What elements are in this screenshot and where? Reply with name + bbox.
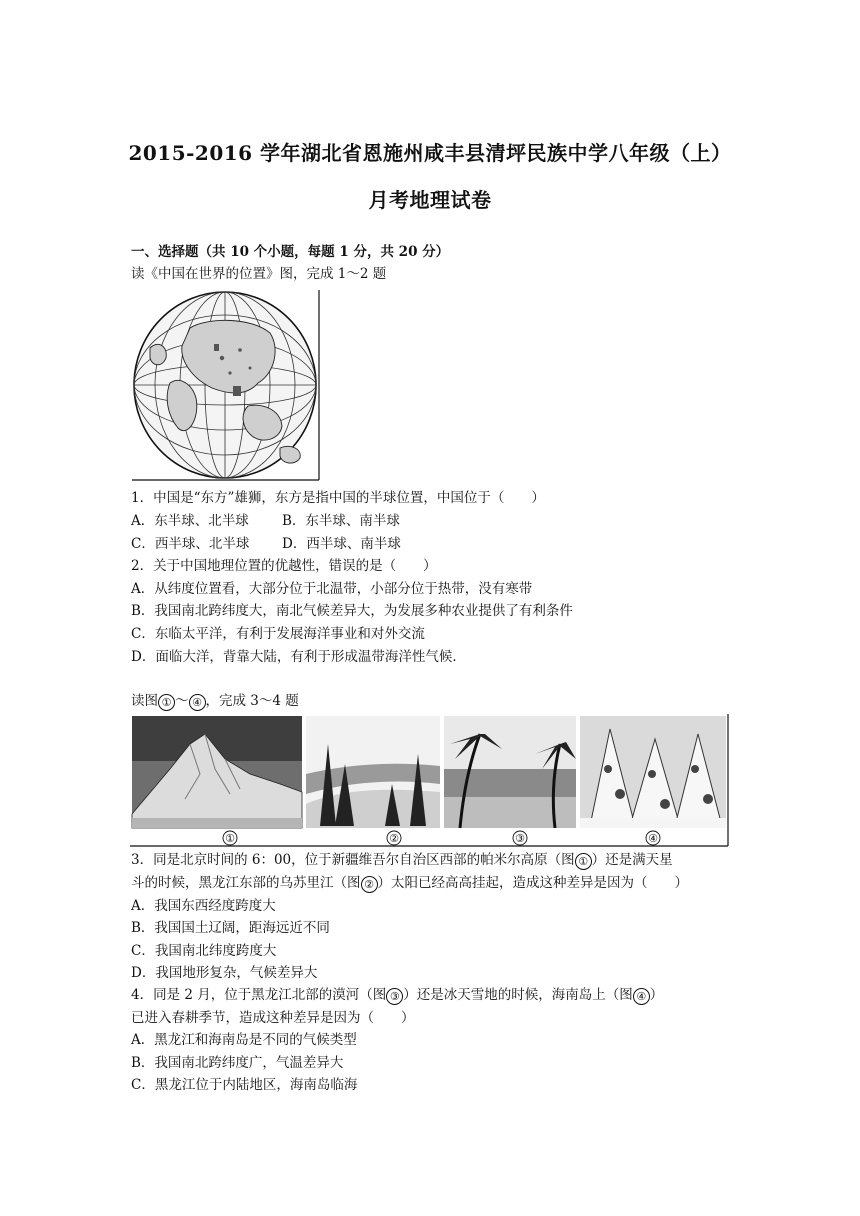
q4-option-b: B．我国南北跨纬度广，气温差异大	[131, 1055, 344, 1071]
q1-stem: 1．中国是“东方”雄狮，东方是指中国的半球位置，中国位于（ ）	[131, 490, 545, 506]
exam-title-line1: 2015-2016 学年湖北省恩施州咸丰县清坪民族中学八年级（上）	[128, 141, 732, 165]
q3-option-c: C．我国南北纬度跨度大	[131, 943, 277, 959]
q3-stem-l1-b: ）还是满天星	[591, 852, 673, 868]
panel-label-2: ②	[389, 832, 399, 845]
q3-option-b: B．我国国土辽阔，距海远近不同	[131, 920, 330, 936]
q3-circle-2: ②	[361, 876, 378, 893]
q4-stem-line1	[131, 986, 663, 1005]
q1-option-a: A．东半球、北半球	[131, 513, 249, 529]
q3-option-d: D．我国地形复杂，气候差异大	[131, 965, 318, 981]
intro2-suffix: ，完成 3～4 题	[205, 693, 299, 709]
panel-label-1: ①	[225, 832, 235, 845]
intro2-mid: ～	[175, 693, 189, 709]
q2-stem: 2．关于中国地理位置的优越性，错误的是（ ）	[131, 558, 437, 574]
panel-3-coast-image	[444, 716, 576, 828]
q3-stem-line2	[131, 874, 688, 893]
q4-stem-l1-d: ）	[649, 987, 664, 1003]
q3-stem-l1-a: 3．同是北京时间的 6：00，位于新疆维吾尔自治区西部的帕米尔高原（图	[131, 852, 575, 868]
q3-circle-1: ①	[575, 853, 592, 870]
q4-option-c: C．黑龙江位于内陆地区，海南岛临海	[131, 1077, 358, 1093]
section-heading: 一、选择题（共 10 个小题，每题 1 分，共 20 分）	[131, 244, 450, 260]
q2-option-c: C．东临太平洋，有利于发展海洋事业和对外交流	[131, 626, 425, 642]
q4-circle-4: ④	[633, 988, 650, 1005]
intro2-circle-4: ④	[189, 694, 206, 711]
panel-label-3: ③	[515, 832, 525, 845]
q1-option-c: C．西半球、北半球	[131, 536, 250, 552]
panel-4-snow-forest-image	[580, 716, 726, 828]
world-position-globe-figure	[130, 288, 322, 482]
intro2-circle-1: ①	[158, 694, 175, 711]
q3-stem-l2-b: ）太阳已经高高挂起，造成这种差异是因为（ ）	[377, 875, 688, 891]
q2-option-b: B．我国南北跨纬度大，南北气候差异大，为发展多种农业提供了有利条件	[131, 603, 573, 619]
q4-option-a: A．黑龙江和海南岛是不同的气候类型	[131, 1032, 357, 1048]
q4-stem-line2: 已进入春耕季节，造成这种差异是因为（ ）	[131, 1010, 415, 1026]
q1-option-b: B．东半球、南半球	[282, 513, 400, 529]
q2-option-d: D．面临大洋，背靠大陆，有利于形成温带海洋性气候．	[131, 649, 466, 665]
q3-option-a: A．我国东西经度跨度大	[131, 898, 276, 914]
q3-stem-l2-a: 斗的时候，黑龙江东部的乌苏里江（图	[131, 875, 361, 891]
q4-stem-l1-a: 4．同是 2 月，位于黑龙江北部的漠河（图	[131, 987, 387, 1003]
panel-2-river-image	[306, 716, 440, 828]
q4-stem-l1-b: ）还是冰天雪地的时候，海南岛上（图	[403, 987, 633, 1003]
landscape-panels-image	[130, 714, 730, 848]
intro2-prefix: 读图	[131, 693, 158, 709]
panel-1-mountain-image	[132, 716, 302, 828]
q4-circle-3: ③	[386, 988, 403, 1005]
intro-q1-2: 读《中国在世界的位置》图，完成 1～2 题	[131, 266, 387, 282]
exam-title-line2: 月考地理试卷	[368, 188, 492, 212]
globe-map-image	[130, 288, 322, 482]
panel-label-4: ④	[648, 832, 658, 845]
landscape-panels-figure	[130, 714, 730, 848]
intro-q3-4	[131, 692, 299, 711]
q3-stem-line1	[131, 851, 673, 870]
q2-option-a: A．从纬度位置看，大部分位于北温带，小部分位于热带，没有寒带	[131, 581, 533, 597]
q1-option-d: D．西半球、南半球	[282, 536, 401, 552]
